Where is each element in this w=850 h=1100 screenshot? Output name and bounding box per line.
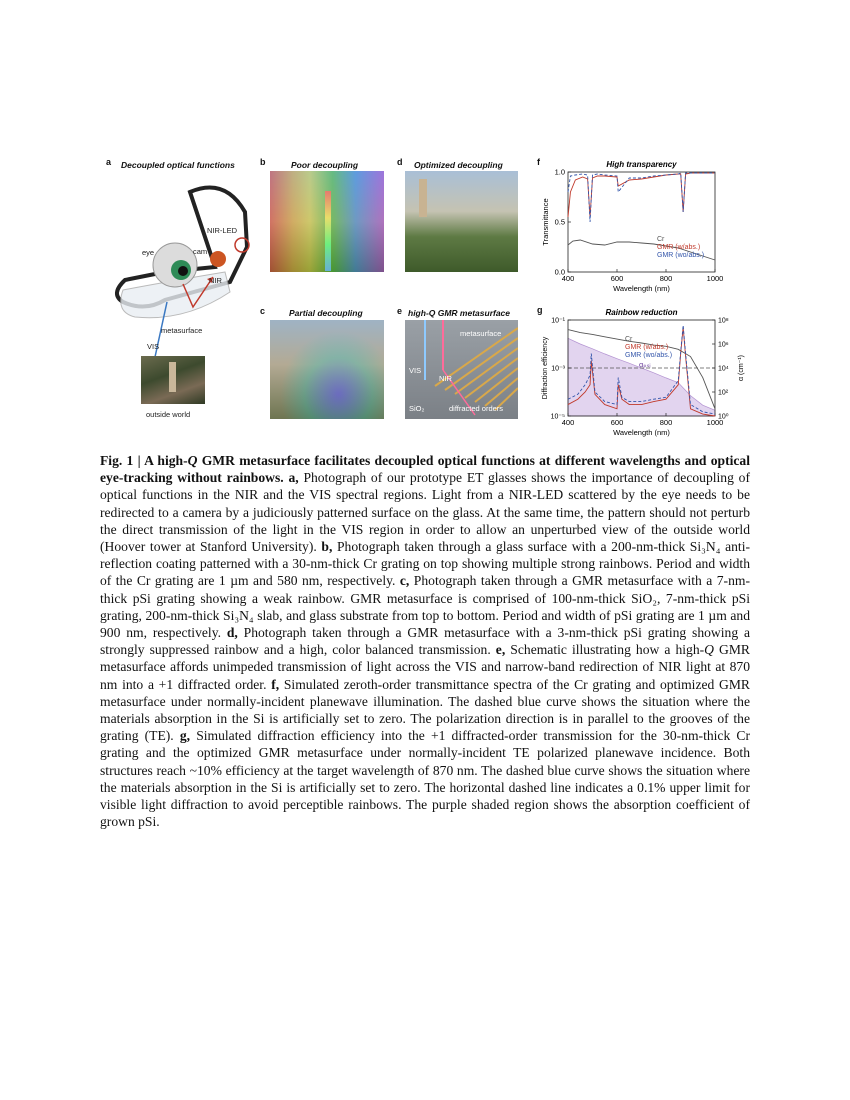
chart-g-ytick-right-label: 10⁴: [718, 365, 729, 373]
chart-g-ylabel: Diffraction efficiency: [542, 336, 549, 400]
panel-d-letter: d: [397, 157, 403, 167]
chart-g-title: Rainbow reduction: [605, 308, 678, 317]
caption-g-label: g,: [179, 728, 191, 744]
tower-shape-d: [419, 179, 427, 217]
label-outside-world: outside world: [146, 410, 191, 419]
chart-f-xtick-label: 800: [659, 274, 673, 283]
label-e-vis: VIS: [409, 366, 422, 375]
figure-caption: [100, 452, 750, 830]
chart-g-ytick-right-label: 10⁰: [718, 413, 729, 421]
chart-g-ytick-right-label: 10²: [718, 389, 729, 397]
panel-a-title: Decoupled optical functions: [121, 160, 235, 170]
caption-f-text: Simulated zeroth-order transmittance spectra of the Cr grating and optimized GMR metasurface under normally-incident planewave illumination. The dashed blue curve shows the situation where the materials absorption in the Si is artificially set to zero. The polarization direction is in parallel to the grooves of the grating (TE).: [100, 676, 750, 744]
caption-b-text: Photograph taken through a glass surface with a 200-nm-thick Si₃N₄ anti-reflection coating patterned with a 30-nm-thick Cr grating on top showing multiple strong rainbows. Period and width of the Cr grating are 1 µm and 580 nm, respectively.: [100, 539, 750, 589]
panel-b-title: Poor decoupling: [291, 160, 359, 170]
label-e-diffracted-orders: diffracted orders: [449, 404, 504, 413]
chart-g-legend-entry: Cr: [625, 336, 633, 343]
label-eye: eye: [142, 248, 155, 257]
caption-heading-prefix: Fig. 1 | A high-: [100, 453, 188, 468]
caption-e-text-1: Schematic illustrating how a high-: [510, 642, 705, 658]
chart-f-ytick-label: 0.0: [554, 267, 565, 277]
caption-e-label: e,: [495, 642, 506, 658]
chart-g-xtick-label: 400: [561, 418, 575, 427]
caption-d-text: Photograph taken through a GMR metasurface with a 3-nm-thick pSi grating showing a strongly suppressed rainbow and a high, color balanced transmission.: [100, 625, 750, 658]
chart-f-xlabel: Wavelength (nm): [613, 284, 670, 293]
panel-c-letter: c: [260, 306, 266, 316]
chart-f-xtick-label: 400: [561, 274, 575, 283]
chart-f-legend-entry: Cr: [657, 236, 665, 243]
chart-f: [535, 156, 750, 302]
chart-f-ytick-label: 1.0: [554, 167, 565, 177]
caption-c-label: c,: [399, 573, 410, 589]
label-e-nir: NIR: [439, 374, 452, 383]
label-nir-led: NIR-LED: [207, 226, 238, 235]
chart-g-legend-entry: GMR (wo/abs.): [625, 352, 673, 359]
chart-g-absorption-label: αₚₛᵢ: [639, 360, 651, 370]
caption-a-text: Photograph of our prototype ET glasses shows the importance of decoupling of optical functions in the NIR and the VIS spectral regions. Light from a NIR-LED scattered by the eye needs to be redirected to a camera by a judiciously patterned surface on the glass. At the same time, the pattern should not perturb the direct transmission of the light in the VIS region in order to allow an unperturbed view of the outside world (Hoover tower at Stanford University).: [100, 470, 750, 555]
chart-f-ylabel: Transmittance: [541, 198, 550, 246]
chart-f-legend-entry: GMR (w/abs.): [657, 244, 701, 251]
chart-f-ytick-label: 0.5: [554, 217, 565, 227]
chart-g-ytick-label: 10⁻⁵: [550, 413, 565, 421]
chart-g-xtick-label: 600: [610, 418, 624, 427]
chart-g-ytick-right-label: 10⁸: [718, 317, 729, 325]
panel-e-title: high-Q GMR metasurface: [408, 308, 511, 318]
panel-a-letter: a: [106, 157, 112, 167]
chart-g-xlabel: Wavelength (nm): [613, 428, 670, 437]
label-cam: cam: [193, 247, 208, 256]
label-vis: VIS: [147, 342, 160, 351]
caption-f-label: f,: [271, 676, 280, 692]
label-e-metasurface: metasurface: [460, 329, 502, 338]
caption-a-label: a,: [288, 470, 299, 486]
caption-d-label: d,: [226, 625, 238, 641]
panel-f-letter: f: [537, 157, 540, 167]
caption-b-label: b,: [321, 539, 333, 555]
caption-heading-q: Q: [187, 453, 198, 468]
tower-shape: [169, 362, 176, 392]
caption-e-text-2: GMR metasurface affords unimpeded transmission of light across the VIS and narrow-band redirection of NIR light at 870 nm into a +1 diffracted order.: [100, 642, 751, 692]
outside-world-photo: [141, 356, 205, 404]
caption-heading-rest: GMR metasurface facilitates decoupled optical functions at different wavelengths and optical eye-tracking without rainbows.: [100, 453, 750, 486]
chart-f-legend-entry: GMR (wo/abs.): [657, 252, 705, 259]
chart-g-ytick-label: 10⁻¹: [551, 317, 565, 325]
chart-g-legend-entry: GMR (w/abs.): [625, 344, 669, 351]
poor-decoupling-photo: [270, 171, 384, 272]
chart-g: [535, 304, 750, 446]
label-metasurface: metasurface: [161, 326, 203, 335]
chart-g-ytick-right-label: 10⁶: [718, 341, 729, 349]
optimized-decoupling-photo: [405, 171, 518, 272]
panel-b-letter: b: [260, 157, 266, 167]
chart-f-xtick-label: 1000: [706, 274, 724, 283]
chart-g-ylabel-right: α (cm⁻¹): [738, 354, 745, 382]
label-e-sio2: SiO₂: [409, 404, 425, 413]
chart-g-ytick-label: 10⁻³: [551, 365, 565, 373]
chart-g-xtick-label: 800: [659, 418, 673, 427]
partial-decoupling-photo: [270, 320, 384, 419]
chart-f-series-line: [568, 173, 715, 217]
rainbow-streak: [325, 191, 331, 271]
chart-g-xtick-label: 1000: [706, 418, 724, 427]
panel-c-title: Partial decoupling: [289, 308, 363, 318]
chart-f-xtick-label: 600: [610, 274, 624, 283]
panel-d-title: Optimized decoupling: [414, 160, 503, 170]
panel-e-letter: e: [397, 306, 403, 316]
panel-g-letter: g: [537, 305, 543, 315]
caption-e-q: Q: [704, 642, 714, 658]
chart-f-title: High transparency: [606, 160, 677, 169]
caption-c-text: Photograph taken through a GMR metasurface with a 7-nm-thick pSi grating showing a weak rainbow. GMR metasurface is comprised of 100-nm-thick SiO₂, 7-nm-thick pSi grating, 200-nm-thick Si₃N₄ slab, and glass substrate from top to bottom. Period and width of pSi grating are 1 µm and 900 nm, respectively.: [100, 573, 750, 641]
label-nir: NIR: [209, 276, 222, 285]
caption-g-text: Simulated diffraction efficiency into the +1 diffracted-order transmission for the 30-nm-thick Cr grating and the optimized GMR metasurface under normally-incident TE polarized planewave incidence. Both structures reach ~10% efficiency at the target wavelength of 870 nm. The dashed blue curve shows the situation where the materials absorption in the Si is artificially set to zero. The horizontal dashed line indicates a 0.1% upper limit for visible light diffraction to avoid perceptible rainbows. The purple shaded region shows the absorption coefficient of grown pSi.: [100, 728, 750, 830]
